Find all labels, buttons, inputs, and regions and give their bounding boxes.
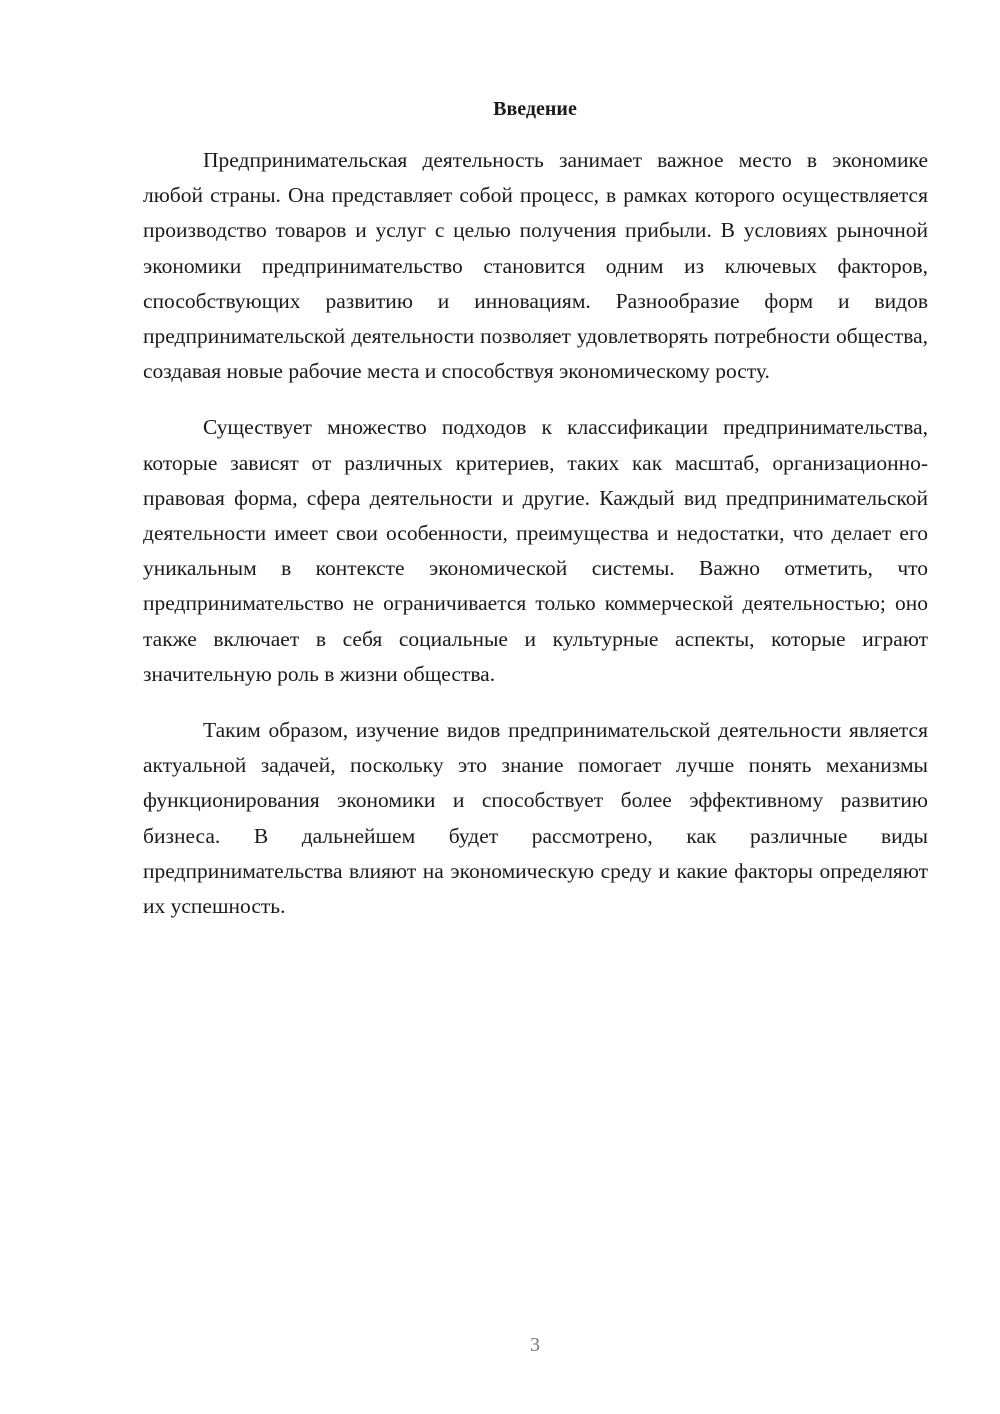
paragraph: Таким образом, изучение видов предпринимательской деятельности является актуальной задачей, поскольку это знание помогает лучше понять механизмы функционирования экономики и способствует более эффективному развитию бизнеса. В дальнейшем будет рассмотрено, как различные виды предпринимательства влияют на экономическую среду и какие факторы определяют их успешность. [143, 718, 928, 919]
paragraph: Существует множество подходов к классификации предпринимательства, которые зависят от различных критериев, таких как масштаб, организационно-правовая форма, сфера деятельности и другие. Каждый вид предпринимательской деятельности имеет свои особенности, преимущества и недостатки, что делает его уникальным в контексте экономической системы. Важно отметить, что предпринимательство не ограничивается только коммерческой деятельностью; оно также включает в себя социальные и культурные аспекты, которые играют значительную роль в жизни общества. [143, 415, 928, 686]
section-title: Введение [493, 98, 577, 120]
paragraph: Предпринимательская деятельность занимает важное место в экономике любой страны. Она представляет собой процесс, в рамках которого осуществляется производство товаров и услуг с целью получения прибыли. В условиях рыночной экономики предпринимательство становится одним из ключевых факторов, способствующих развитию и инновациям. Разнообразие форм и видов предпринимательской деятельности позволяет удовлетворять потребности общества, создавая новые рабочие места и способствуя экономическому росту. [143, 148, 928, 384]
document-body [143, 143, 928, 945]
page-number: 3 [530, 1334, 540, 1356]
